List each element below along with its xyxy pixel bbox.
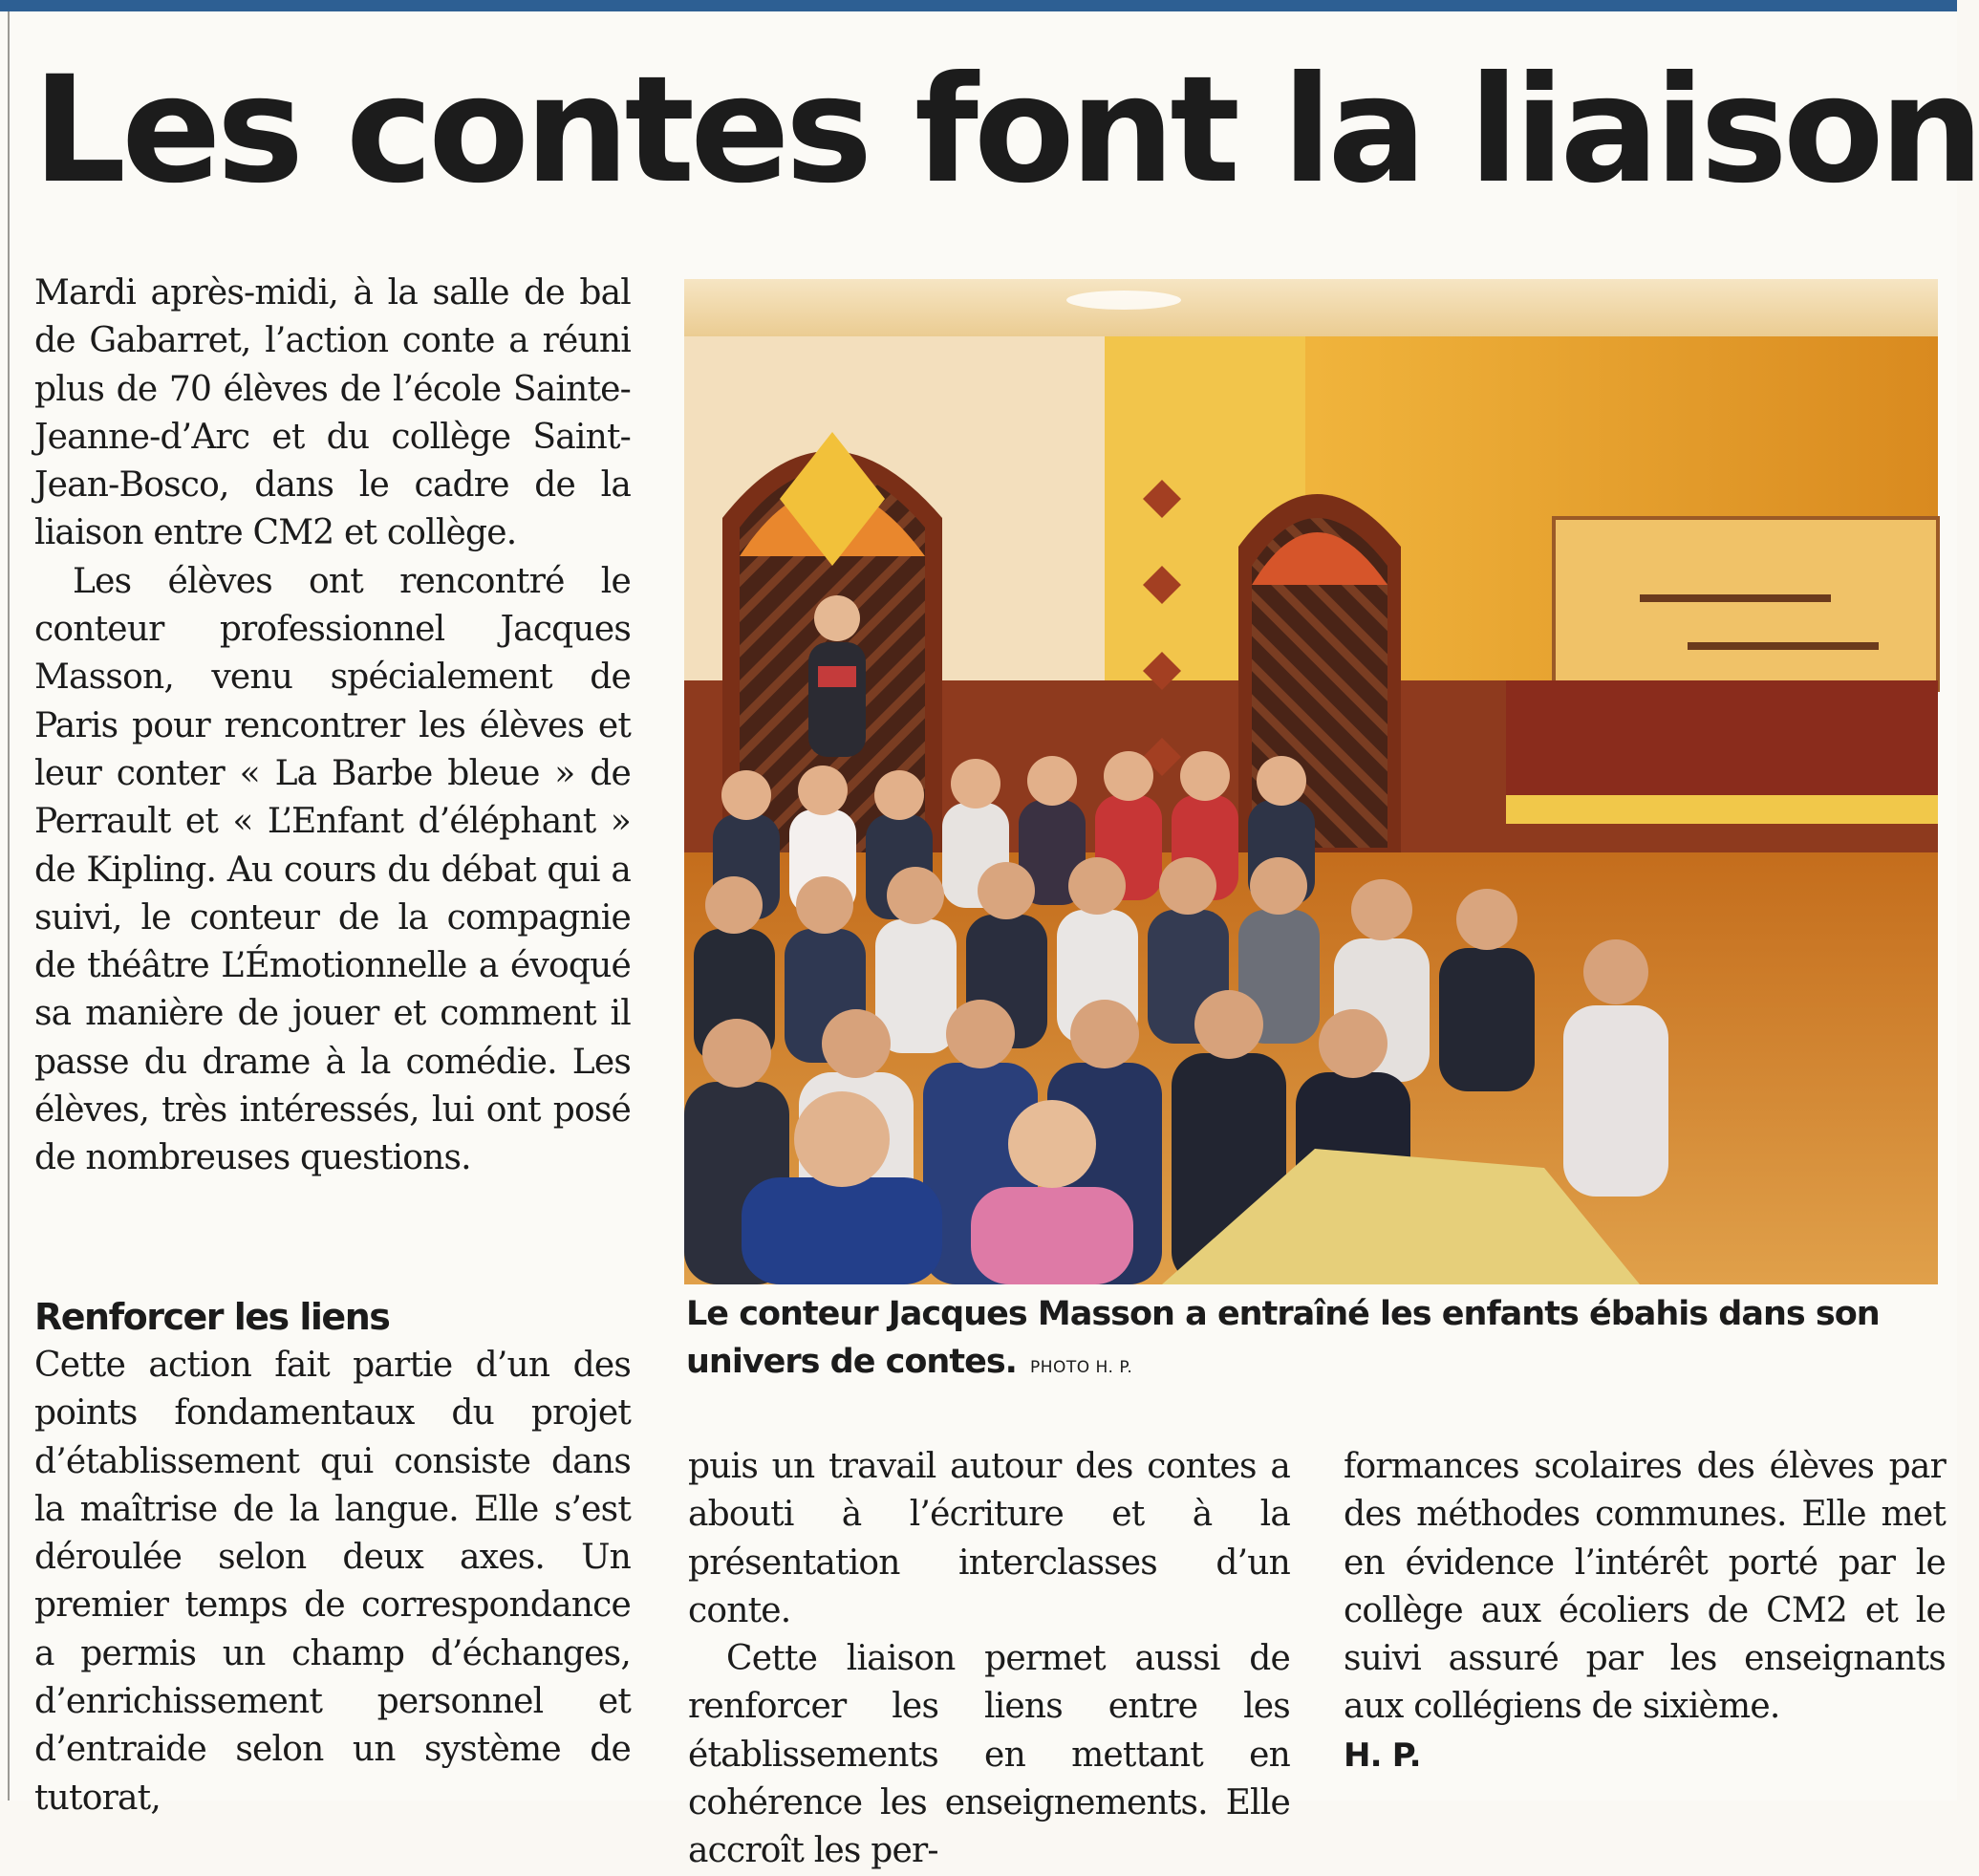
paragraph-3: Cette action fait partie d’un des points fondamentaux du projet d’établissement qui consiste dans la maîtrise de la langue. Elle s’est déroulée selon deux axes. Un premier temps de correspondance a permis un champ d’échanges, d’enrichissement personnel et d’entraide selon un système de tutorat,: [34, 1346, 631, 1818]
paragraph-2: Les élèves ont rencontré le conteur professionnel Jacques Masson, venu spécialement de Paris pour rencontrer les élèves et leur conter « La Barbe bleue » de Perrault et « L’Enfant d’éléphant » de Kipling. Au cours du débat qui a suivi, le conteur de la compagnie de théâtre L’Émotionnelle a évoqué sa manière de jouer et comment il passe du drame à la comédie. Les élèves, très intéressés, lui ont posé de nombreuses questions.: [34, 561, 631, 1178]
photo-credit: PHOTO H. P.: [1029, 1358, 1133, 1377]
paragraph-6: formances scolaires des élèves par des méthodes communes. Elle met en évidence l’intérêt porté par le collège aux écoliers de CM2 et le suivi assuré par les enseignants aux collégiens de sixième.: [1344, 1447, 1946, 1727]
headline: Les contes font la liaison: [32, 45, 1979, 216]
column-3: [1344, 1443, 1946, 1779]
column-2: [688, 1443, 1290, 1876]
column-1-top: [34, 270, 631, 1183]
paragraph-5: Cette liaison permet aussi de renforcer les liens entre les établissements en mettant en cohérence les enseignements. Elle accroît les per-: [688, 1639, 1290, 1871]
column-1-bottom: [34, 1342, 631, 1822]
top-rule: [0, 0, 1957, 11]
author-signature: H. P.: [1344, 1736, 1421, 1775]
left-border: [8, 11, 10, 1801]
caption-text: Le conteur Jacques Masson a entraîné les enfants ébahis dans son univers de contes.: [686, 1295, 1880, 1381]
event-photo: [684, 279, 1938, 1284]
paragraph-1: Mardi après-midi, à la salle de bal de Gabarret, l’action conte a réuni plus de 70 élèves de l’école Sainte-Jeanne-d’Arc et du collège Saint-Jean-Bosco, dans le cadre de la liaison entre CM2 et collège.: [34, 273, 631, 553]
subheading: Renforcer les liens: [34, 1296, 390, 1338]
photo-caption: [686, 1290, 1938, 1391]
photo-illustration: [684, 279, 1938, 1284]
paragraph-4: puis un travail autour des contes a abouti à l’écriture et à la présentation interclasses d’un conte.: [688, 1447, 1290, 1630]
